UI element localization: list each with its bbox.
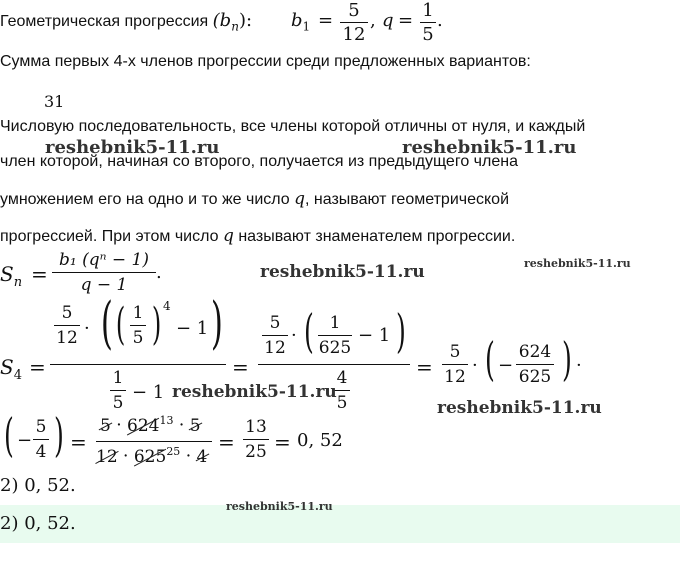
partial-option: 31	[44, 92, 65, 111]
cdot-2: ·	[291, 325, 297, 346]
problem-title: Геометрическая прогрессия	[0, 13, 213, 30]
n12: 12	[56, 328, 78, 349]
n5-bar	[54, 325, 80, 326]
t625: 625	[518, 367, 552, 388]
watermark: reshebnik5-11.ru	[226, 500, 333, 513]
third-5-12	[442, 342, 468, 387]
dot-1: .	[437, 10, 443, 31]
comma-1: ,	[370, 10, 376, 31]
s4-sub: 4	[13, 368, 22, 383]
q-num: 1	[422, 0, 434, 21]
seq-close: ):	[238, 10, 253, 31]
t12: 12	[444, 367, 466, 388]
answer-band-text: 2) 0, 52.	[0, 513, 76, 534]
n5: 5	[61, 303, 73, 323]
s4-s: S	[0, 355, 14, 379]
cont-eq-3: =	[274, 430, 291, 454]
b1-fraction	[340, 0, 368, 45]
s4-eq-3: =	[416, 355, 433, 379]
watermark: reshebnik5-11.ru	[437, 398, 602, 418]
cdot-3: ·	[472, 355, 478, 376]
n2-1: 1	[329, 313, 341, 333]
q-bar	[420, 22, 436, 23]
inner-1-5	[130, 303, 146, 348]
paren-close-4: )	[54, 408, 64, 462]
explanation-line-2: член которой, начиная со второго, получается из предыдущего члена	[0, 153, 518, 170]
watermark: reshebnik5-11.ru	[172, 382, 337, 402]
eq-sign-1: =	[318, 10, 334, 31]
cont-eq-1: =	[70, 430, 87, 454]
i5: 5	[132, 328, 144, 349]
i-bar	[130, 325, 146, 326]
formula-s: S	[0, 262, 14, 286]
problem-statement	[0, 10, 252, 34]
explanation-line-3	[0, 189, 509, 209]
t5: 5	[449, 342, 461, 362]
den-1-5	[110, 368, 126, 413]
watermark: reshebnik5-11.ru	[402, 137, 577, 158]
paren-open-2: (	[304, 304, 314, 358]
cd-dot-2: ·	[185, 446, 192, 467]
t624: 624	[518, 342, 552, 362]
n2-bar	[262, 335, 288, 336]
big-fraction-bar	[50, 364, 226, 365]
q-lhs: q	[382, 10, 394, 31]
cancel-denominator	[96, 445, 207, 467]
n2-12: 12	[264, 338, 286, 359]
minus-one-3: − 1	[358, 325, 391, 346]
formula-s-sub: n	[13, 275, 23, 290]
watermark: reshebnik5-11.ru	[260, 262, 425, 282]
cont-eq-2: =	[218, 430, 235, 454]
b1-lhs	[291, 10, 310, 34]
line3-part-b: , называют геометрической	[305, 191, 509, 208]
paren-open-outer: (	[100, 291, 113, 356]
n2-5: 5	[269, 313, 281, 333]
cancel-625: 625	[133, 446, 167, 467]
r13: 13	[245, 417, 267, 437]
n2-625: 625	[318, 338, 352, 359]
answer-line: 2) 0, 52.	[0, 475, 76, 496]
cancel-5b: 5	[189, 415, 201, 436]
cancel-sup-13: 13	[159, 414, 174, 427]
c5: 5	[35, 417, 47, 437]
formula-eq-sign: =	[31, 262, 48, 286]
exponent-4: 4	[163, 299, 171, 313]
eq-sign-2: =	[398, 10, 414, 31]
watermark: reshebnik5-11.ru	[45, 137, 220, 158]
d1: 1	[112, 368, 124, 388]
line4-part-a: прогрессией. При этом число	[0, 228, 223, 245]
paren-close-inner: )	[151, 299, 162, 350]
result-decimal: 0, 52	[297, 430, 343, 451]
result-13-25	[243, 417, 269, 462]
cancel-12: 12	[96, 446, 118, 467]
cn-dot-1: ·	[116, 415, 122, 436]
d-bar	[110, 390, 126, 391]
s4-eq-2: =	[232, 355, 249, 379]
minus-sign-2: −	[17, 430, 33, 451]
num2-5-12	[262, 313, 288, 358]
num2-1-625	[318, 313, 352, 358]
line3-q: q	[294, 189, 306, 209]
b1-den: 12	[342, 24, 366, 46]
t-bar	[442, 364, 468, 365]
paren-close-3: )	[562, 332, 572, 386]
formula-dot: .	[156, 262, 162, 283]
paren-open-inner: (	[115, 299, 126, 350]
big-num-5-12	[54, 303, 80, 348]
cdot-1: ·	[84, 318, 90, 339]
t2-bar	[516, 364, 554, 365]
den2-4: 4	[336, 368, 348, 388]
formula-bar	[52, 272, 156, 273]
answer-band	[0, 505, 680, 543]
explanation-line-1: Числовую последовательность, все члены которой отличны от нуля, и каждый	[0, 118, 586, 135]
s4-lhs	[0, 355, 22, 383]
sequence-symbol	[212, 10, 253, 34]
minus-one-2: − 1	[132, 382, 165, 403]
formula-fraction	[52, 250, 156, 295]
c-bar	[33, 439, 49, 440]
cancel-bar	[96, 441, 212, 442]
s4-eq-1: =	[29, 355, 46, 379]
minus-sign-1: −	[498, 355, 514, 376]
explanation-line-4	[0, 226, 515, 246]
question-text: Сумма первых 4-х членов прогрессии среди предложенных вариантов:	[0, 53, 531, 70]
paren-close-2: )	[396, 304, 406, 358]
b1-num: 5	[348, 0, 360, 21]
cn-dot-2: ·	[178, 415, 185, 436]
paren-close-outer: )	[210, 291, 223, 356]
paren-open-3: (	[485, 332, 495, 386]
paren-open-4: (	[4, 408, 14, 462]
d5: 5	[112, 393, 124, 414]
cdot-4: ·	[576, 355, 582, 376]
line4-q: q	[222, 226, 234, 246]
line4-part-b: называют знаменателем прогрессии.	[233, 228, 516, 245]
formula-denominator: q − 1	[80, 275, 128, 296]
cancel-5a: 5	[100, 415, 111, 436]
b1-sub: 1	[302, 19, 311, 34]
watermark: reshebnik5-11.ru	[524, 257, 631, 270]
cancel-624: 624	[127, 415, 160, 436]
i1: 1	[132, 303, 144, 323]
third-624-625	[516, 342, 554, 387]
b1-symbol: b	[291, 10, 303, 31]
second-fraction-bar	[258, 364, 410, 365]
formula-numerator: b₁ (qⁿ − 1)	[58, 250, 149, 270]
minus-one-1: − 1	[176, 318, 209, 339]
r-bar	[243, 439, 269, 440]
cd-dot-1: ·	[123, 446, 129, 467]
r25: 25	[245, 442, 267, 463]
seq-sub: n	[231, 19, 239, 34]
q-fraction	[420, 0, 436, 45]
c4: 4	[35, 442, 47, 463]
line3-part-a: умножением его на одно и то же число	[0, 191, 295, 208]
cont-5-4	[33, 417, 49, 462]
n2b-bar	[318, 335, 352, 336]
cancel-sup-25: 25	[166, 445, 181, 458]
formula-lhs	[0, 262, 22, 290]
q-den: 5	[422, 24, 434, 46]
cancel-numerator	[100, 414, 201, 436]
den2-5: 5	[336, 393, 348, 414]
b1-bar	[340, 22, 368, 23]
cancel-4: 4	[196, 446, 208, 467]
seq-open: (b	[212, 10, 232, 31]
